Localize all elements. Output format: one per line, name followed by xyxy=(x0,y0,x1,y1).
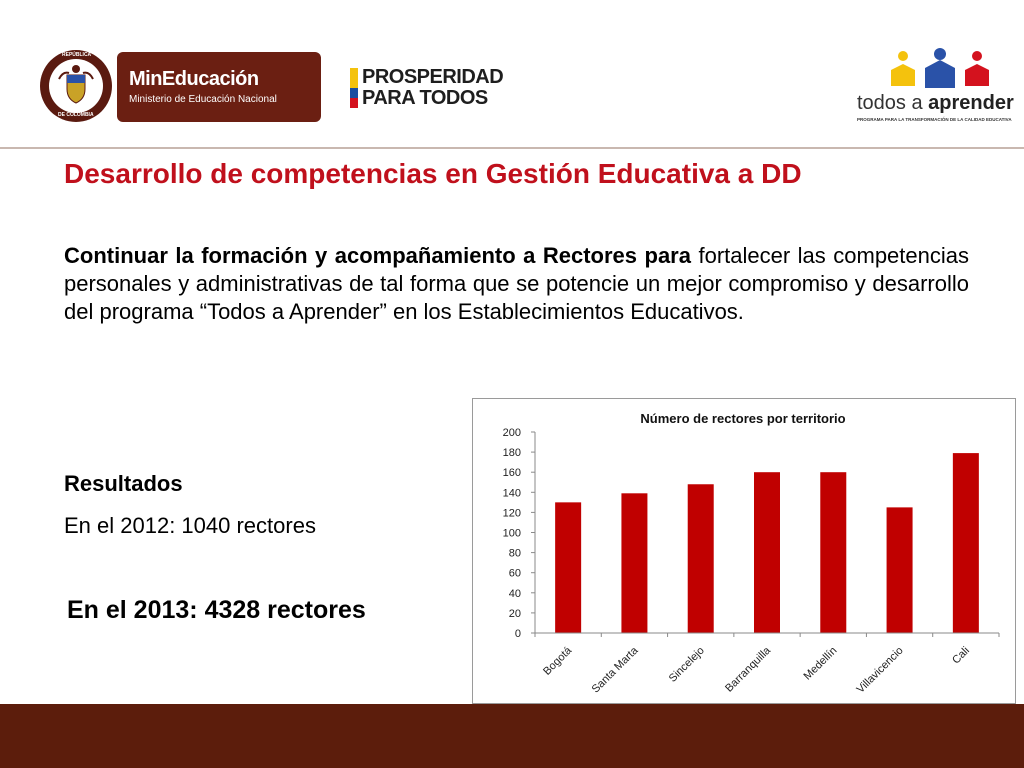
slide-title: Desarrollo de competencias en Gestión Educativa a DD xyxy=(64,158,802,189)
prosperidad-logo xyxy=(350,66,530,112)
y-tick-label: 160 xyxy=(502,467,521,480)
paragraph-lead: Continuar la formación y acompañamiento a Rectores para xyxy=(64,243,691,268)
todos-logo-tagline: PROGRAMA PARA LA TRANSFORMACIÓN DE LA CALIDAD EDUCATIVA xyxy=(857,117,1012,122)
todos-logo-text xyxy=(857,92,1014,115)
x-tick-label: Santa Marta xyxy=(589,644,641,696)
bar xyxy=(688,484,714,633)
bar xyxy=(820,472,846,633)
y-tick-label: 180 xyxy=(502,447,521,460)
footer-band xyxy=(0,704,1024,768)
chart-title: Número de rectores por territorio xyxy=(640,411,846,426)
todos-logo-text-regular: todos a xyxy=(857,92,929,114)
bars xyxy=(555,453,979,633)
y-tick-label: 100 xyxy=(502,527,521,540)
results-heading: Resultados xyxy=(64,471,183,496)
todos-logo-text-bold: aprender xyxy=(928,92,1014,114)
result-2012: En el 2012: 1040 rectores xyxy=(64,513,316,538)
y-tick-label: 140 xyxy=(502,487,521,500)
bar xyxy=(555,502,581,633)
ministry-name: MinEducación xyxy=(129,68,259,90)
x-tick-label: Villavicencio xyxy=(854,644,906,696)
result-2013: En el 2013: 4328 rectores xyxy=(67,596,366,624)
paragraph-rest: fortalecer las competencias personales y administrativas de tal forma que se potencie un mejor compromiso y desarrollo del programa “Todos a Aprender” en los Establecimientos Educativos. xyxy=(64,243,969,324)
x-tick-label: Medellín xyxy=(801,644,840,683)
bar xyxy=(621,493,647,633)
slide-header xyxy=(0,0,1024,147)
bar xyxy=(887,507,913,633)
y-tick-label: 200 xyxy=(502,427,521,439)
mineducacion-logo xyxy=(117,52,321,122)
y-tick-label: 80 xyxy=(508,547,521,560)
body-paragraph xyxy=(64,242,969,326)
y-axis xyxy=(503,427,535,640)
people-figures-icon xyxy=(885,48,995,92)
todos-a-aprender-logo xyxy=(855,48,1020,128)
x-tick-label: Cali xyxy=(950,644,972,667)
y-tick-label: 0 xyxy=(514,628,521,640)
x-tick-label: Bogotá xyxy=(541,644,575,678)
x-tick-label: Barranquilla xyxy=(723,644,774,695)
y-tick-label: 60 xyxy=(508,567,521,580)
bar xyxy=(754,472,780,633)
coat-of-arms-icon xyxy=(49,59,103,113)
ministry-subtitle: Ministerio de Educación Nacional xyxy=(129,94,277,105)
seal-text-bottom: DE COLOMBIA xyxy=(58,112,94,118)
seal-text-top: REPÚBLICA xyxy=(62,52,92,58)
y-tick-label: 120 xyxy=(502,507,521,520)
y-tick-label: 20 xyxy=(508,607,521,620)
y-tick-label: 40 xyxy=(508,587,521,600)
chart-canvas xyxy=(473,399,1015,703)
x-tick-label: Sincelejo xyxy=(666,644,707,685)
rectors-bar-chart xyxy=(472,398,1016,704)
colombia-flag-icon xyxy=(350,68,358,108)
prosperidad-line-2: PARA TODOS xyxy=(362,87,488,109)
x-axis xyxy=(535,633,999,696)
prosperidad-line-1: PROSPERIDAD xyxy=(362,66,504,88)
bar xyxy=(953,453,979,633)
header-divider xyxy=(0,147,1024,149)
